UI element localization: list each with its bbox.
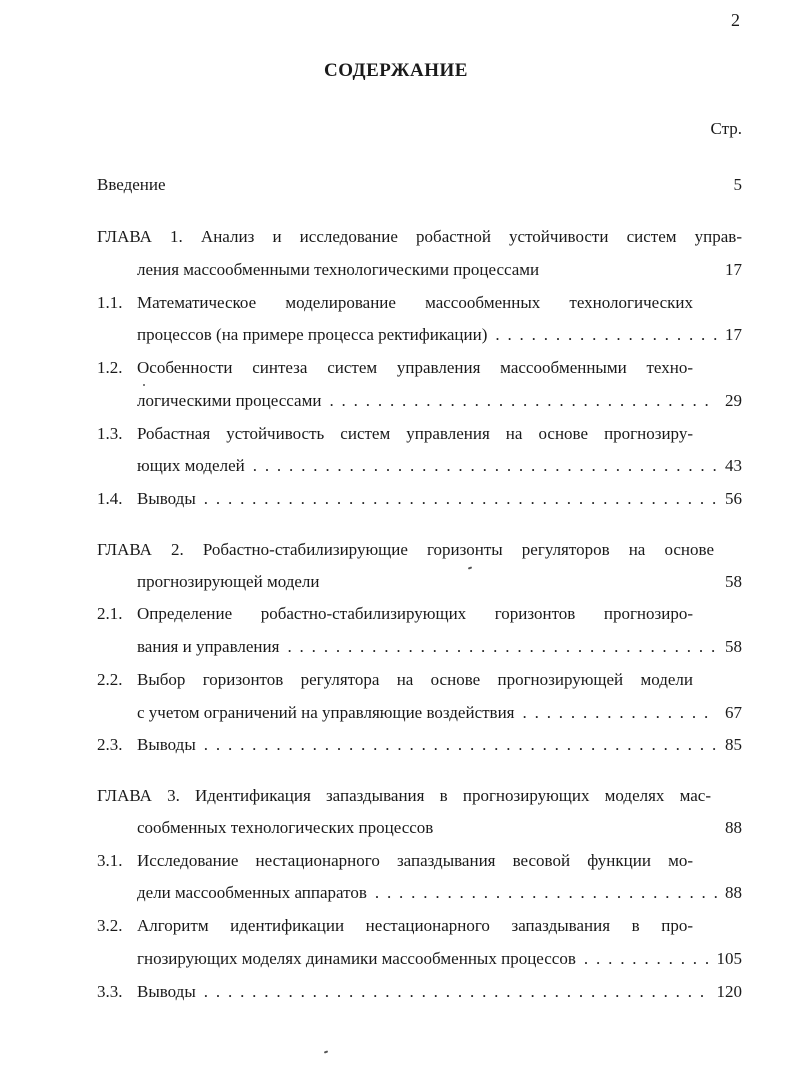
scan-speck [143, 384, 145, 386]
toc-section-number: 3.3. [97, 982, 123, 1001]
toc-section-number: 1.2. [97, 358, 123, 377]
toc-section-number: 1.3. [97, 424, 123, 443]
toc-section-number: 1.1. [97, 293, 123, 312]
toc-section-title-line2: процессов (на примере процесса ректификации) [137, 325, 488, 344]
dot-leader [523, 703, 718, 723]
toc-entry-leader-line [137, 325, 742, 345]
toc-section-number: 3.2. [97, 916, 123, 935]
toc-section-title-line2: ющих моделей [137, 456, 245, 475]
toc-entry-leader-line [137, 489, 742, 509]
toc-section-page: 85 [725, 735, 742, 754]
dot-leader [253, 456, 717, 476]
dot-leader [375, 883, 717, 903]
toc-section-title-line2: с учетом ограничений на управляющие воздействия [137, 703, 515, 722]
page-title: СОДЕРЖАНИЕ [324, 60, 468, 81]
dot-leader [287, 637, 717, 657]
toc-intro-label: Введение [97, 175, 166, 194]
toc-chapter-1-page: 17 [725, 260, 742, 279]
toc-section-title-line1: Робастная устойчивость систем управления на основе прогнозиру- [137, 424, 693, 443]
toc-intro-page: 5 [733, 175, 742, 194]
page-column-label: Стр. [710, 119, 742, 138]
toc-section-number: 3.1. [97, 851, 123, 870]
toc-chapter-3-page: 88 [725, 818, 742, 837]
toc-chapter-3-title-line1: ГЛАВА 3. Идентификация запаздывания в прогнозирующих моделях мас- [97, 786, 711, 805]
toc-section-title-line2: Выводы [137, 982, 196, 1001]
toc-section-title-line2: Выводы [137, 489, 196, 508]
toc-section-title-line2: вания и управления [137, 637, 280, 656]
toc-section-title-line1: Выбор горизонтов регулятора на основе прогнозирующей модели [137, 670, 693, 689]
scan-speck [468, 566, 472, 569]
toc-chapter-2-title-line2: прогнозирующей модели [137, 572, 320, 591]
dot-leader [204, 735, 717, 755]
dot-leader [204, 489, 717, 509]
toc-section-page: 105 [716, 949, 742, 968]
toc-entry-leader-line [137, 735, 742, 755]
toc-section-title-line1: Особенности синтеза систем управления массообменными техно- [137, 358, 693, 377]
toc-chapter-2-title-line1: ГЛАВА 2. Робастно-стабилизирующие горизонты регуляторов на основе [97, 540, 714, 559]
toc-chapter-1-title-line2: ления массообменными технологическими процессами [137, 260, 540, 279]
dot-leader [329, 391, 717, 411]
dot-leader [495, 325, 717, 345]
toc-section-number: 2.2. [97, 670, 123, 689]
toc-section-number: 2.3. [97, 735, 123, 754]
toc-section-page: 58 [725, 637, 742, 656]
toc-entry-leader-line [137, 391, 742, 411]
scan-speck [324, 1050, 328, 1053]
toc-section-title-line2: гнозирующих моделях динамики массообменных процессов [137, 949, 576, 968]
toc-section-title-line2: дели массообменных аппаратов [137, 883, 367, 902]
toc-section-number: 2.1. [97, 604, 123, 623]
toc-section-title-line2: Выводы [137, 735, 196, 754]
toc-entry-leader-line [137, 949, 742, 969]
toc-section-title-line1: Определение робастно-стабилизирующих горизонтов прогнозиро- [137, 604, 693, 623]
toc-section-title-line1: Алгоритм идентификации нестационарного запаздывания в про- [137, 916, 693, 935]
toc-entry-leader-line [137, 703, 742, 723]
toc-chapter-1-title-line1: ГЛАВА 1. Анализ и исследование робастной устойчивости систем управ- [97, 227, 742, 246]
toc-entry-leader-line [137, 456, 742, 476]
dot-leader [584, 949, 709, 969]
toc-section-page: 88 [725, 883, 742, 902]
toc-chapter-3-title-line2: сообменных технологических процессов [137, 818, 434, 837]
toc-section-page: 17 [725, 325, 742, 344]
toc-section-title-line2: логическими процессами [137, 391, 322, 410]
toc-section-title-line1: Математическое моделирование массообменных технологических [137, 293, 693, 312]
page-number: 2 [731, 10, 740, 30]
toc-section-page: 56 [725, 489, 742, 508]
toc-entry-leader-line [137, 982, 742, 1002]
toc-section-page: 43 [725, 456, 742, 475]
dot-leader [204, 982, 709, 1002]
toc-section-number: 1.4. [97, 489, 123, 508]
toc-section-page: 120 [716, 982, 742, 1001]
toc-entry-leader-line [137, 637, 742, 657]
toc-section-title-line1: Исследование нестационарного запаздывания весовой функции мо- [137, 851, 693, 870]
toc-chapter-2-page: 58 [725, 572, 742, 591]
toc-section-page: 29 [725, 391, 742, 410]
toc-section-page: 67 [725, 703, 742, 722]
toc-entry-leader-line [137, 883, 742, 903]
